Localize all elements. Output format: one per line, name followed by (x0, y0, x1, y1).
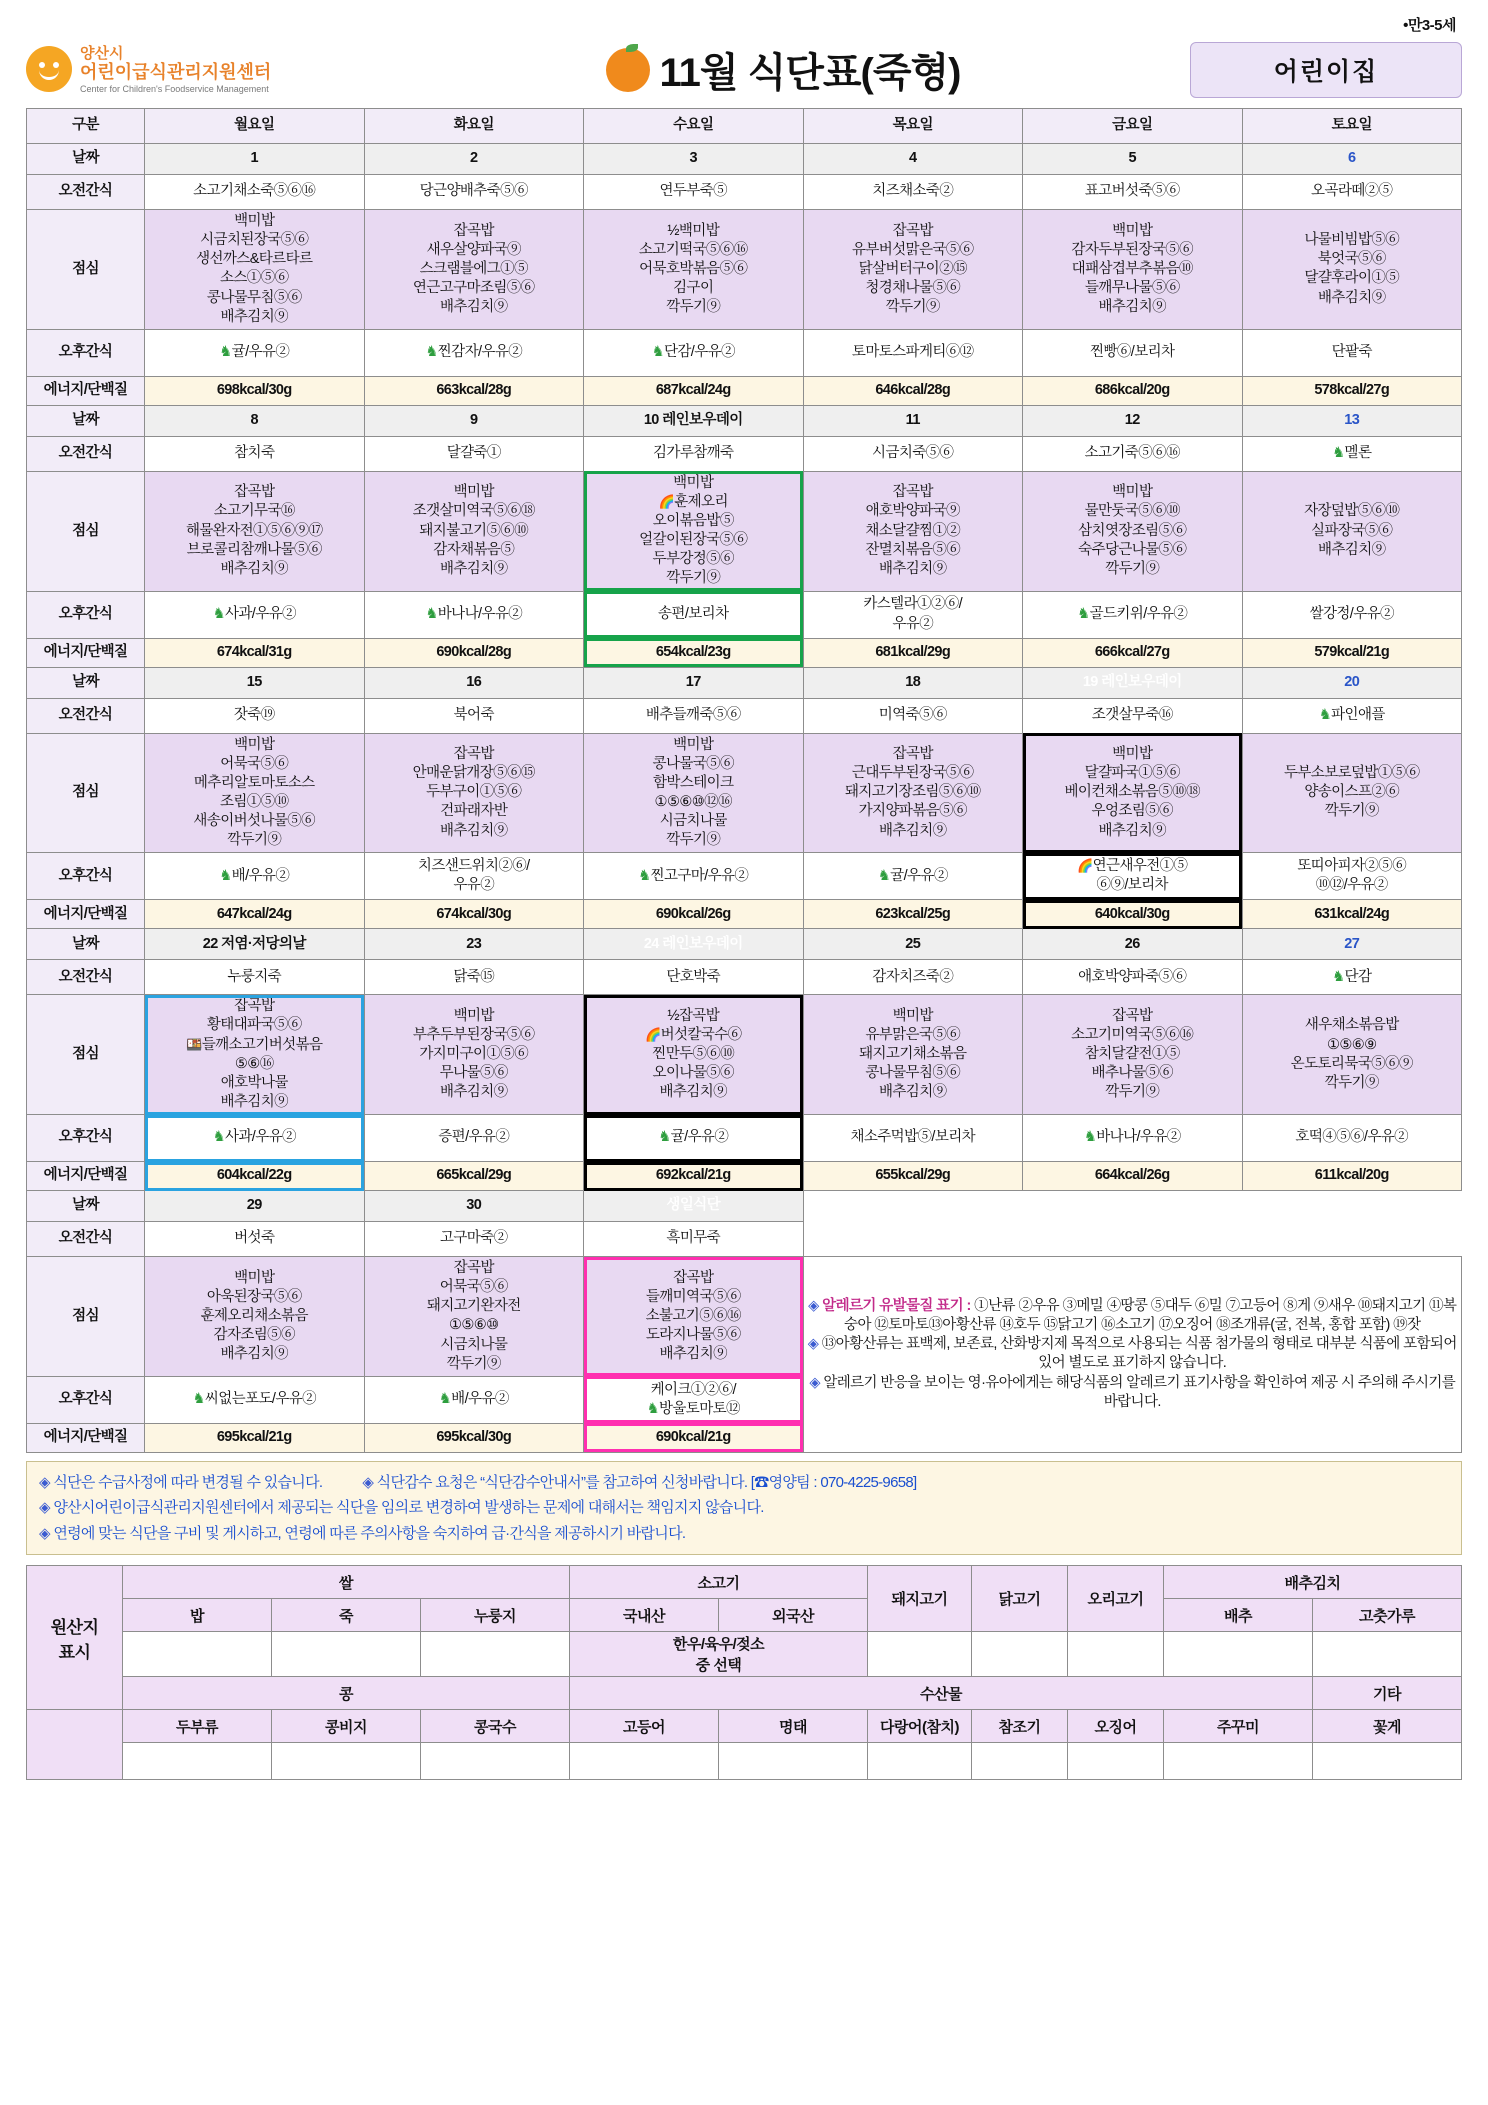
energy-cell: 604kcal/22g (145, 1162, 365, 1191)
col-header-5: 금요일 (1023, 109, 1243, 144)
origin-sub-tuna: 다랑어(참치) (868, 1710, 972, 1743)
energy-cell: 674kcal/31g (145, 638, 365, 667)
row-label-date: 날짜 (27, 667, 145, 698)
origin-sub-ojingeo: 오징어 (1068, 1710, 1164, 1743)
lunch-cell: 잡곡밥 새우살양파국⑨ 스크램블에그①⑤ 연근고구마조림⑤⑥ 배추김치⑨ (364, 210, 584, 330)
afternoon-snack-cell: 케이크①②⑥/ ♞방울토마토⑫ (584, 1376, 804, 1423)
date-cell: 27 (1242, 929, 1462, 960)
origin-sub-kongguksu: 콩국수 (421, 1710, 570, 1743)
morning-snack-cell: 감자치즈죽② (803, 960, 1023, 995)
afternoon-snack-cell: 🌈연근새우전①⑤ ⑥⑨/보리차 (1023, 853, 1243, 900)
date-cell: 30 (364, 1191, 584, 1222)
morning-snack-cell: 단호박죽 (584, 960, 804, 995)
afternoon-snack-cell: ♞귤/우유② (145, 329, 365, 376)
afternoon-snack-cell: ♞귤/우유② (803, 853, 1023, 900)
lunch-cell: 백미밥 🌈훈제오리 오이볶음밥⑤ 얼갈이된장국⑤⑥ 두부강정⑤⑥ 깍두기⑨ (584, 471, 804, 591)
afternoon-snack-row (27, 591, 1462, 638)
energy-row (27, 1162, 1462, 1191)
row-label-energy: 에너지/단백질 (27, 1423, 145, 1452)
morning-snack-cell: 오곡라떼②⑤ (1242, 175, 1462, 210)
energy-cell: 687kcal/24g (584, 376, 804, 405)
note-3: 연령에 맞는 식단을 구비 및 게시하고, 연령에 따른 주의사항을 숙지하여 급·간식을 제공하시기 바랍니다. (53, 1524, 686, 1542)
afternoon-snack-cell: 송편/보리차 (584, 591, 804, 638)
lunch-cell: 두부소보로덮밥①⑤⑥ 양송이스프②⑥ 깍두기⑨ (1242, 733, 1462, 853)
morning-snack-cell: ♞파인애플 (1242, 698, 1462, 733)
date-cell: 4 (803, 144, 1023, 175)
afternoon-snack-cell: ♞배/우유② (364, 1376, 584, 1423)
date-cell: 17 (584, 667, 804, 698)
afternoon-snack-cell: 호떡④⑤⑥/우유② (1242, 1115, 1462, 1162)
note-2: 양산시어린이급식관리지원센터에서 제공되는 식단을 임의로 변경하여 발생하는 문제에 대해서는 책임지지 않습니다. (53, 1499, 764, 1517)
morning-snack-cell: 소고기죽⑤⑥⑯ (1023, 436, 1243, 471)
energy-cell: 681kcal/29g (803, 638, 1023, 667)
date-row (27, 1191, 1462, 1222)
lunch-cell: 잡곡밥 애호박양파국⑨ 채소달걀찜①② 잔멸치볶음⑤⑥ 배추김치⑨ (803, 471, 1023, 591)
morning-snack-cell: 배추들깨죽⑤⑥ (584, 698, 804, 733)
lunch-cell: 잡곡밥 들깨미역국⑤⑥ 소불고기⑤⑥⑯ 도라지나물⑤⑥ 배추김치⑨ (584, 1257, 804, 1377)
afternoon-snack-row (27, 853, 1462, 900)
row-label-afternoon: 오후간식 (27, 329, 145, 376)
origin-sub-chamjogi: 참조기 (972, 1710, 1068, 1743)
date-cell: 13 (1242, 405, 1462, 436)
center-logo (26, 45, 376, 95)
lunch-cell: 나물비빔밥⑤⑥ 북엇국⑤⑥ 달걀후라이①⑤ 배추김치⑨ (1242, 210, 1462, 330)
lunch-row (27, 1257, 1462, 1377)
origin-cell[interactable] (719, 1743, 868, 1780)
morning-snack-row (27, 175, 1462, 210)
row-label-morning: 오전간식 (27, 698, 145, 733)
afternoon-snack-cell: 토마토스파게티⑥⑫ (803, 329, 1023, 376)
logo-line2: 어린이급식관리지원센터 (80, 61, 272, 82)
row-label-afternoon: 오후간식 (27, 591, 145, 638)
origin-cell[interactable] (868, 1632, 972, 1677)
col-header-6: 토요일 (1242, 109, 1462, 144)
afternoon-snack-cell: 쌀강정/우유② (1242, 591, 1462, 638)
afternoon-snack-cell: 또띠아피자②⑤⑥ ⑩⑫/우유② (1242, 853, 1462, 900)
date-cell: 26 (1023, 929, 1243, 960)
lunch-cell: 잡곡밥 안매운닭개장⑤⑥⑮ 두부구이①⑤⑥ 건파래자반 배추김치⑨ (364, 733, 584, 853)
afternoon-snack-cell: 카스텔라①②⑥/ 우유② (803, 591, 1023, 638)
origin-sub-jukkumi: 주꾸미 (1164, 1710, 1313, 1743)
morning-snack-cell: 치즈채소죽② (803, 175, 1023, 210)
energy-cell: 690kcal/21g (584, 1423, 804, 1452)
date-cell: 3 (584, 144, 804, 175)
origin-cell[interactable] (1313, 1632, 1462, 1677)
origin-group-duck: 오리고기 (1068, 1566, 1164, 1632)
morning-snack-cell: 달걀죽① (364, 436, 584, 471)
energy-cell: 690kcal/26g (584, 900, 804, 929)
date-cell: 15 (145, 667, 365, 698)
energy-cell: 692kcal/21g (584, 1162, 804, 1191)
morning-snack-cell: 닭죽⑮ (364, 960, 584, 995)
date-cell: 18 (803, 667, 1023, 698)
col-header-4: 목요일 (803, 109, 1023, 144)
origin-sub-godeungeo: 고등어 (570, 1710, 719, 1743)
date-cell: 16 (364, 667, 584, 698)
energy-cell: 654kcal/23g (584, 638, 804, 667)
energy-cell: 647kcal/24g (145, 900, 365, 929)
row-label-date: 날짜 (27, 1191, 145, 1222)
date-cell: 생일식단 (584, 1191, 804, 1222)
morning-snack-cell: 잣죽⑲ (145, 698, 365, 733)
row-label-morning: 오전간식 (27, 1222, 145, 1257)
afternoon-snack-row (27, 329, 1462, 376)
origin-sub-domestic: 국내산 (570, 1599, 719, 1632)
origin-group-beef: 소고기 (570, 1566, 868, 1599)
afternoon-snack-cell: ♞사과/우유② (145, 1115, 365, 1162)
lunch-cell: 백미밥 어묵국⑤⑥ 메추리알토마토소스 조림①⑤⑩ 새송이버섯나물⑤⑥ 깍두기⑨ (145, 733, 365, 853)
morning-snack-cell: 소고기채소죽⑤⑥⑯ (145, 175, 365, 210)
note-1-wrap (377, 1474, 917, 1491)
origin-sub-baechu: 배추 (1164, 1599, 1313, 1632)
energy-row (27, 638, 1462, 667)
origin-sub-kkotge: 꽃게 (1313, 1710, 1462, 1743)
orange-icon (606, 48, 650, 92)
notes-block: ◈ 식단은 수급사정에 따라 변경될 수 있습니다. ◈ 식단감수 요청은 “식단감수안내서”를 참고하여 신청바랍니다. [☎영양팀 : 070-4225-9658] ◈ 양산시어린이급식관리지원센터에서 제공되는 식단을 임의로 변경하여 발생하는 문제에 대해서는 책임지지 않습니다. ◈ 연령에 맞는 식단을 구비 및 게시하고, 연령에 따른 주의사항을 숙지하여 급·간식을 제공하시기 바랍니다. (26, 1461, 1462, 1556)
row-label-afternoon: 오후간식 (27, 1115, 145, 1162)
energy-cell: 695kcal/30g (364, 1423, 584, 1452)
facility-type-badge: 어린이집 (1190, 42, 1462, 98)
energy-cell: 666kcal/27g (1023, 638, 1243, 667)
lunch-cell: 백미밥 유부맑은국⑤⑥ 돼지고기채소볶음 콩나물무침⑤⑥ 배추김치⑨ (803, 995, 1023, 1115)
logo-line3: Center for Children's Foodservice Management (80, 83, 269, 94)
afternoon-snack-cell: ♞씨없는포도/우유② (145, 1376, 365, 1423)
allergy-note: ◈ 알레르기 유발물질 표기 : ①난류 ②우유 ③메밀 ④땅콩 ⑤대두 ⑥밀 ⑦고등어 ⑧게 ⑨새우 ⑩돼지고기 ⑪복숭아 ⑫토마토⑬아황산류 ⑭호두 ⑮닭고기 ⑯소고기 ⑰오징어 ⑱조개류(굴, 전복, 홍합 포함) ⑲잣 ◈ ⑬아황산류는 표백제, 보존료, 산화방지제 목적으로 사용되는 식품 첨가물의 형태로 대부분 식품에 포함되어 있어 별도로 표기하지 않습니다. ◈ 알레르기 반응을 보이는 영·유아에게는 해당식품의 알레르기 표기사항을 확인하여 제공 시 주의해 주시기를 바랍니다. (803, 1257, 1462, 1453)
date-cell: 22 저염·저당의날 (145, 929, 365, 960)
lunch-cell: 잡곡밥 유부버섯맑은국⑤⑥ 닭살버터구이②⑮ 청경채나물⑤⑥ 깍두기⑨ (803, 210, 1023, 330)
origin-cell[interactable] (972, 1743, 1068, 1780)
origin-cell[interactable] (272, 1743, 421, 1780)
origin-cell[interactable] (1313, 1743, 1462, 1780)
date-cell: 5 (1023, 144, 1243, 175)
date-cell: 10 레인보우데이 (584, 405, 804, 436)
note-1: 식단감수 요청은 “식단감수안내서”를 참고하여 신청바랍니다. [☎영양팀 : 070-4225-9658] (376, 1473, 917, 1491)
row-label-lunch: 점심 (27, 733, 145, 853)
lunch-cell: 백미밥 물만둣국⑤⑥⑩ 삼치엿장조림⑤⑥ 숙주당근나물⑤⑥ 깍두기⑨ (1023, 471, 1243, 591)
afternoon-snack-cell: 단팥죽 (1242, 329, 1462, 376)
energy-row (27, 376, 1462, 405)
date-row (27, 667, 1462, 698)
col-header-1: 월요일 (145, 109, 365, 144)
empty-cell (1023, 1191, 1243, 1222)
row-label-energy: 에너지/단백질 (27, 1162, 145, 1191)
empty-cell (1242, 1191, 1462, 1222)
morning-snack-cell: 김가루참깨죽 (584, 436, 804, 471)
lunch-cell: 백미밥 감자두부된장국⑤⑥ 대패삼겹부추볶음⑩ 들깨무나물⑤⑥ 배추김치⑨ (1023, 210, 1243, 330)
origin-sub-juk: 죽 (272, 1599, 421, 1632)
origin-cell[interactable] (570, 1743, 719, 1780)
lunch-cell: 백미밥 아욱된장국⑤⑥ 훈제오리채소볶음 감자조림⑤⑥ 배추김치⑨ (145, 1257, 365, 1377)
col-header-0: 구분 (27, 109, 145, 144)
origin-cell[interactable] (1068, 1743, 1164, 1780)
origin-sub-foreign: 외국산 (719, 1599, 868, 1632)
lunch-cell: 잡곡밥 소고기미역국⑤⑥⑯ 참치달걀전①⑤ 배추나물⑤⑥ 깍두기⑨ (1023, 995, 1243, 1115)
lunch-row (27, 733, 1462, 853)
origin-group-pork: 돼지고기 (868, 1566, 972, 1632)
origin-cell[interactable] (972, 1632, 1068, 1677)
morning-snack-row (27, 698, 1462, 733)
energy-cell: 646kcal/28g (803, 376, 1023, 405)
row-label-morning: 오전간식 (27, 436, 145, 471)
morning-snack-row (27, 1222, 1462, 1257)
morning-snack-row (27, 436, 1462, 471)
row-label-date: 날짜 (27, 929, 145, 960)
origin-cell[interactable] (868, 1743, 972, 1780)
date-cell: 11 (803, 405, 1023, 436)
row-label-lunch: 점심 (27, 995, 145, 1115)
lunch-cell: ½잡곡밥 🌈버섯칼국수⑥ 찐만두⑤⑥⑩ 오이나물⑤⑥ 배추김치⑨ (584, 995, 804, 1115)
empty-cell (1023, 1222, 1243, 1257)
date-cell: 9 (364, 405, 584, 436)
afternoon-snack-cell: 채소주먹밥⑤/보리차 (803, 1115, 1023, 1162)
energy-cell: 695kcal/21g (145, 1423, 365, 1452)
lunch-cell: 잡곡밥 황태대파국⑤⑥ 🍱들깨소고기버섯볶음 ⑤⑥⑯ 애호박나물 배추김치⑨ (145, 995, 365, 1115)
origin-group-rice: 쌀 (123, 1566, 570, 1599)
morning-snack-cell: 고구마죽② (364, 1222, 584, 1257)
lunch-row (27, 995, 1462, 1115)
lunch-row (27, 471, 1462, 591)
lunch-cell: 백미밥 달걀파국①⑤⑥ 베이컨채소볶음⑤⑩⑱ 우엉조림⑤⑥ 배추김치⑨ (1023, 733, 1243, 853)
origin-sub-bap: 밥 (123, 1599, 272, 1632)
origin-sub-dubu: 두부류 (123, 1710, 272, 1743)
empty-cell (803, 1222, 1023, 1257)
row-label-date: 날짜 (27, 144, 145, 175)
energy-cell: 579kcal/21g (1242, 638, 1462, 667)
energy-cell: 623kcal/25g (803, 900, 1023, 929)
morning-snack-cell: 북어죽 (364, 698, 584, 733)
col-header-3: 수요일 (584, 109, 804, 144)
lunch-cell: 새우채소볶음밥 ①⑤⑥⑨ 온도토리묵국⑤⑥⑨ 깍두기⑨ (1242, 995, 1462, 1115)
lunch-cell: 잡곡밥 근대두부된장국⑤⑥ 돼지고기장조림⑤⑥⑩ 가지양파볶음⑤⑥ 배추김치⑨ (803, 733, 1023, 853)
origin-table (26, 1565, 1462, 1780)
lunch-cell: 잡곡밥 소고기무국⑯ 해물완자전①⑤⑥⑨⑰ 브로콜리참깨나물⑤⑥ 배추김치⑨ (145, 471, 365, 591)
page-header (26, 41, 1462, 98)
date-row (27, 929, 1462, 960)
afternoon-snack-cell: ♞바나나/우유② (1023, 1115, 1243, 1162)
origin-group-bean: 콩 (123, 1677, 570, 1710)
morning-snack-row (27, 960, 1462, 995)
origin-cell[interactable] (1164, 1632, 1313, 1677)
morning-snack-cell: 참치죽 (145, 436, 365, 471)
afternoon-snack-cell: ♞골드키위/우유② (1023, 591, 1243, 638)
date-cell: 20 (1242, 667, 1462, 698)
morning-snack-cell: 흑미무죽 (584, 1222, 804, 1257)
morning-snack-cell: 애호박양파죽⑤⑥ (1023, 960, 1243, 995)
row-label-date: 날짜 (27, 405, 145, 436)
morning-snack-cell: ♞단감 (1242, 960, 1462, 995)
row-label-energy: 에너지/단백질 (27, 376, 145, 405)
lunch-cell: 백미밥 시금치된장국⑤⑥ 생선까스&타르타르 소스①⑤⑥ 콩나물무침⑤⑥ 배추김치⑨ (145, 210, 365, 330)
lunch-cell: 백미밥 조갯살미역국⑤⑥⑱ 돼지불고기⑤⑥⑩ 감자채볶음⑤ 배추김치⑨ (364, 471, 584, 591)
energy-cell: 663kcal/28g (364, 376, 584, 405)
afternoon-snack-cell: ♞사과/우유② (145, 591, 365, 638)
smiley-icon (26, 46, 72, 92)
afternoon-snack-cell: 찐빵⑥/보리차 (1023, 329, 1243, 376)
energy-cell: 611kcal/20g (1242, 1162, 1462, 1191)
morning-snack-cell: 당근양배추죽⑤⑥ (364, 175, 584, 210)
row-label-energy: 에너지/단백질 (27, 638, 145, 667)
origin-cell[interactable] (1164, 1743, 1313, 1780)
afternoon-snack-cell: 증편/우유② (364, 1115, 584, 1162)
date-cell: 6 (1242, 144, 1462, 175)
energy-cell: 698kcal/30g (145, 376, 365, 405)
date-cell: 23 (364, 929, 584, 960)
lunch-cell: ½백미밥 소고기떡국⑤⑥⑯ 어묵호박볶음⑤⑥ 김구이 깍두기⑨ (584, 210, 804, 330)
morning-snack-cell: 미역죽⑤⑥ (803, 698, 1023, 733)
origin-cell[interactable] (421, 1743, 570, 1780)
empty-cell (803, 1191, 1023, 1222)
energy-cell: 674kcal/30g (364, 900, 584, 929)
afternoon-snack-cell: ♞찐고구마/우유② (584, 853, 804, 900)
row-label-morning: 오전간식 (27, 960, 145, 995)
table-header-row (27, 109, 1462, 144)
morning-snack-cell: 연두부죽⑤ (584, 175, 804, 210)
origin-cell[interactable] (1068, 1632, 1164, 1677)
morning-snack-cell: ♞멜론 (1242, 436, 1462, 471)
afternoon-snack-cell: ♞바나나/우유② (364, 591, 584, 638)
origin-cell[interactable] (123, 1743, 272, 1780)
row-label-energy: 에너지/단백질 (27, 900, 145, 929)
afternoon-snack-cell: ♞배/우유② (145, 853, 365, 900)
lunch-cell: 백미밥 콩나물국⑤⑥ 함박스테이크 ①⑤⑥⑩⑫⑯ 시금치나물 깍두기⑨ (584, 733, 804, 853)
afternoon-snack-cell: ♞단감/우유② (584, 329, 804, 376)
origin-cell[interactable] (123, 1632, 272, 1677)
date-cell: 24 레인보우데이 (584, 929, 804, 960)
date-cell: 19 레인보우데이 (1023, 667, 1243, 698)
date-cell: 8 (145, 405, 365, 436)
date-row (27, 144, 1462, 175)
row-label-lunch: 점심 (27, 1257, 145, 1377)
afternoon-snack-cell: ♞귤/우유② (584, 1115, 804, 1162)
energy-cell: 578kcal/27g (1242, 376, 1462, 405)
origin-group-etc: 기타 (1313, 1677, 1462, 1710)
row-label-afternoon: 오후간식 (27, 1376, 145, 1423)
energy-row (27, 900, 1462, 929)
energy-cell: 686kcal/20g (1023, 376, 1243, 405)
afternoon-snack-cell: ♞찐감자/우유② (364, 329, 584, 376)
date-cell: 25 (803, 929, 1023, 960)
logo-line1: 양산시 (80, 44, 124, 62)
date-cell: 29 (145, 1191, 365, 1222)
row-label-afternoon: 오후간식 (27, 853, 145, 900)
origin-sub-nurungji: 누룽지 (421, 1599, 570, 1632)
note-0: 식단은 수급사정에 따라 변경될 수 있습니다. (53, 1473, 323, 1491)
energy-cell: 631kcal/24g (1242, 900, 1462, 929)
age-note: •만3-5세 (1403, 17, 1456, 34)
morning-snack-cell: 시금치죽⑤⑥ (803, 436, 1023, 471)
row-label-lunch: 점심 (27, 471, 145, 591)
date-cell: 12 (1023, 405, 1243, 436)
afternoon-snack-row (27, 1115, 1462, 1162)
origin-sub-kongbiji: 콩비지 (272, 1710, 421, 1743)
lunch-cell: 잡곡밥 어묵국⑤⑥ 돼지고기완자전 ①⑤⑥⑩ 시금치나물 깍두기⑨ (364, 1257, 584, 1377)
origin-group-kimchi: 배추김치 (1164, 1566, 1462, 1599)
energy-cell: 655kcal/29g (803, 1162, 1023, 1191)
morning-snack-cell: 표고버섯죽⑤⑥ (1023, 175, 1243, 210)
date-row (27, 405, 1462, 436)
morning-snack-cell: 조갯살무죽⑯ (1023, 698, 1243, 733)
afternoon-snack-cell: 치즈샌드위치②⑥/ 우유② (364, 853, 584, 900)
date-cell: 2 (364, 144, 584, 175)
origin-side-label: 원산지 표시 (27, 1566, 123, 1710)
lunch-cell: 백미밥 부추두부된장국⑤⑥ 가지미구이①⑤⑥ 무나물⑤⑥ 배추김치⑨ (364, 995, 584, 1115)
lunch-cell: 자장덮밥⑤⑥⑩ 실파장국⑤⑥ 배추김치⑨ (1242, 471, 1462, 591)
morning-snack-cell: 버섯죽 (145, 1222, 365, 1257)
origin-beef-note: 한우/육우/젖소 중 선택 (570, 1632, 868, 1677)
origin-sub-gochugaru: 고춧가루 (1313, 1599, 1462, 1632)
col-header-2: 화요일 (364, 109, 584, 144)
origin-sub-myeongtae: 명태 (719, 1710, 868, 1743)
origin-group-chicken: 닭고기 (972, 1566, 1068, 1632)
menu-table (26, 108, 1462, 1453)
row-label-lunch: 점심 (27, 210, 145, 330)
morning-snack-cell: 누룽지죽 (145, 960, 365, 995)
origin-cell[interactable] (421, 1632, 570, 1677)
origin-group-seafood: 수산물 (570, 1677, 1313, 1710)
origin-cell[interactable] (272, 1632, 421, 1677)
energy-cell: 665kcal/29g (364, 1162, 584, 1191)
energy-cell: 690kcal/28g (364, 638, 584, 667)
date-cell: 1 (145, 144, 365, 175)
row-label-morning: 오전간식 (27, 175, 145, 210)
empty-cell (1242, 1222, 1462, 1257)
lunch-row (27, 210, 1462, 330)
page-title: 11월 식단표(죽형) (659, 51, 961, 95)
energy-cell: 664kcal/26g (1023, 1162, 1243, 1191)
energy-cell: 640kcal/30g (1023, 900, 1243, 929)
